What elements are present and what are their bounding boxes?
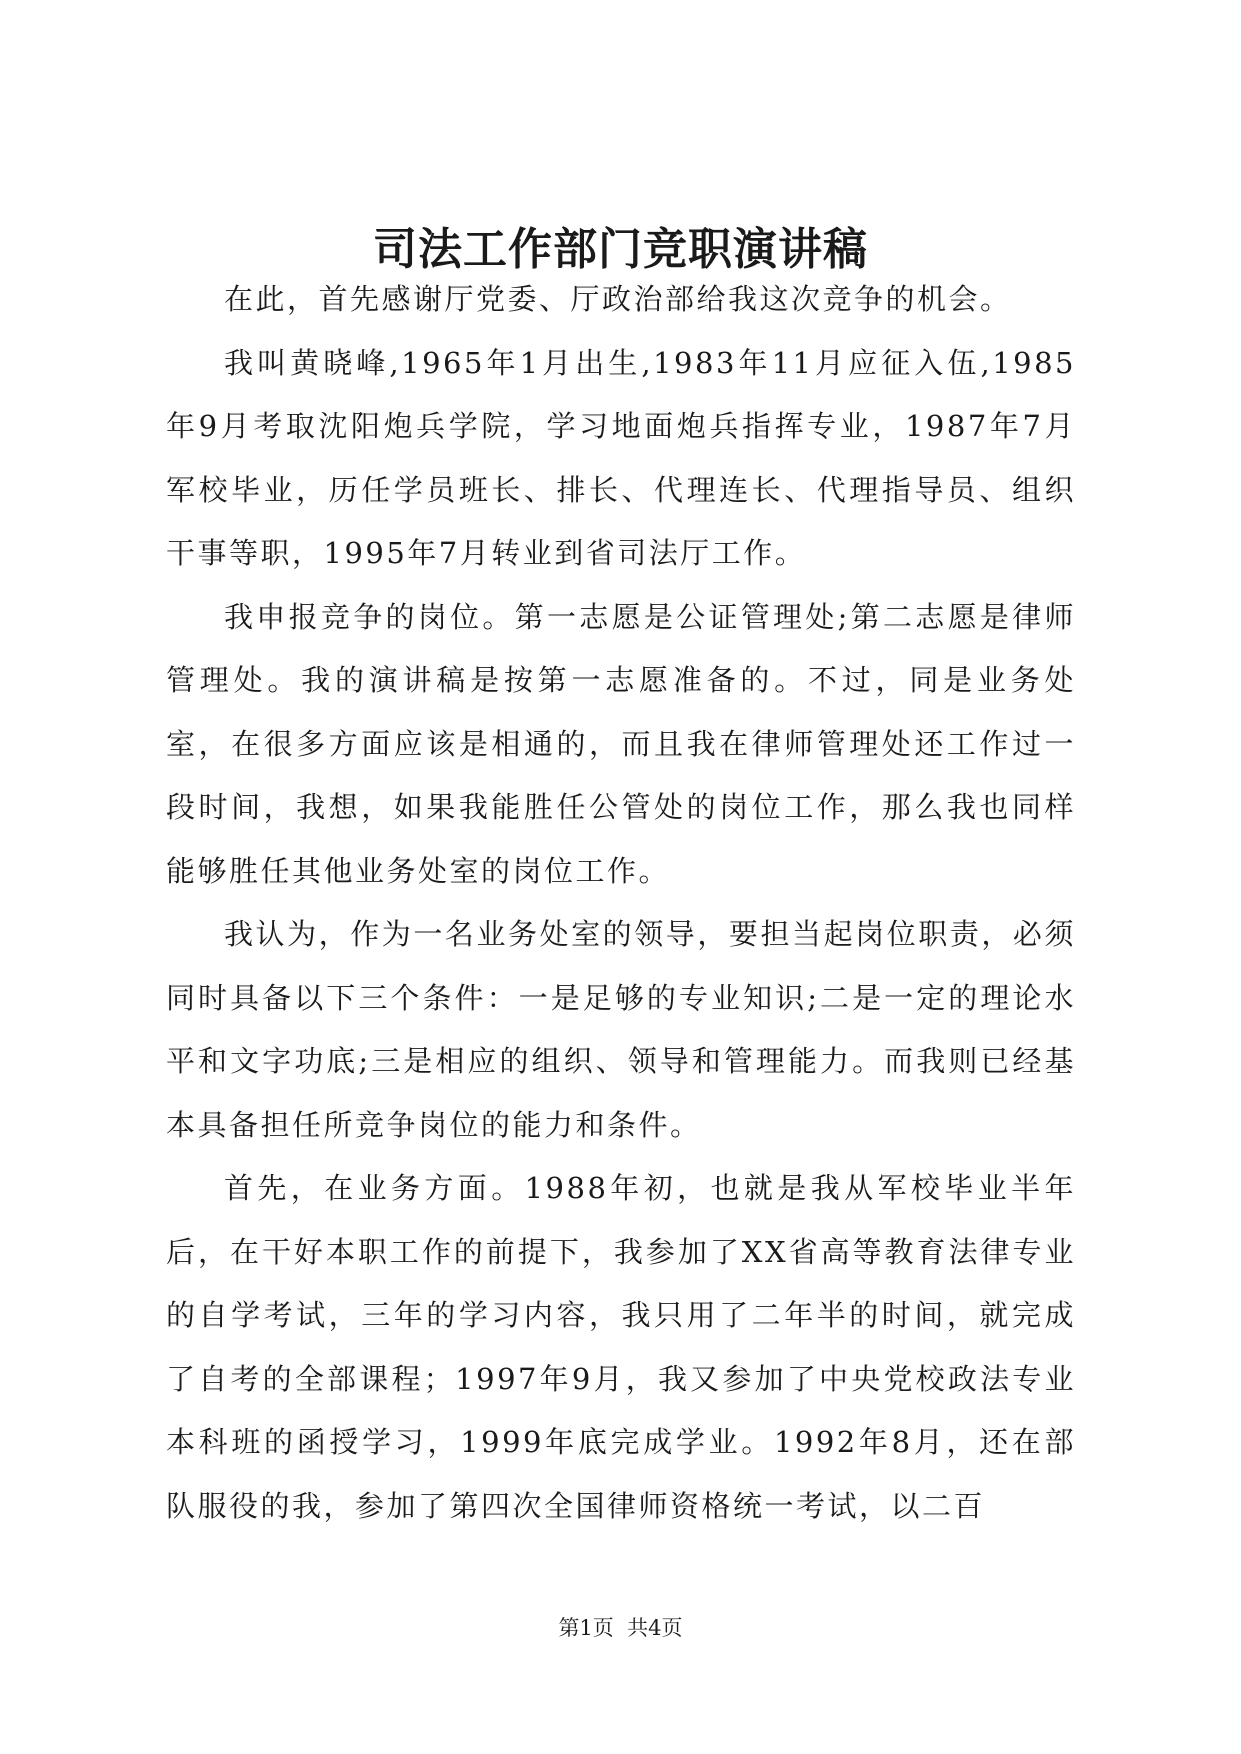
page-total: 共4页	[627, 1616, 683, 1640]
paragraph-4: 我认为，作为一名业务处室的领导，要担当起岗位职责，必须同时具备以下三个条件：一是足够的专业知识;二是一定的理论水平和文字功底;三是相应的组织、领导和管理能力。而我则已经基本具备担任所竞争岗位的能力和条件。	[166, 917, 1076, 1142]
document-body	[166, 268, 1076, 1538]
document-title: 司法工作部门竞职演讲稿	[373, 224, 868, 275]
page-number: 第1页	[558, 1616, 614, 1640]
page-footer	[0, 1614, 1241, 1642]
paragraph-1: 在此，首先感谢厅党委、厅政治部给我这次竞争的机会。	[224, 282, 1012, 316]
paragraph-5: 首先，在业务方面。1988年初，也就是我从军校毕业半年后，在干好本职工作的前提下，我参加了XX省高等教育法律专业的自学考试，三年的学习内容，我只用了二年半的时间，就完成了自考的全部课程；1997年9月，我又参加了中央党校政法专业本科班的函授学习，1999年底完成学业。1992年8月，还在部队服役的我，参加了第四次全国律师资格统一考试，以二百	[166, 1171, 1076, 1523]
paragraph-3: 我申报竞争的岗位。第一志愿是公证管理处;第二志愿是律师管理处。我的演讲稿是按第一志愿准备的。不过，同是业务处室，在很多方面应该是相通的，而且我在律师管理处还工作过一段时间，我想，如果我能胜任公管处的岗位工作，那么我也同样能够胜任其他业务处室的岗位工作。	[166, 599, 1076, 888]
paragraph-2: 我叫黄晓峰,1965年1月出生,1983年11月应征入伍,1985年9月考取沈阳炮兵学院，学习地面炮兵指挥专业，1987年7月军校毕业，历任学员班长、排长、代理连长、代理指导员、组织干事等职，1995年7月转业到省司法厅工作。	[166, 345, 1076, 570]
